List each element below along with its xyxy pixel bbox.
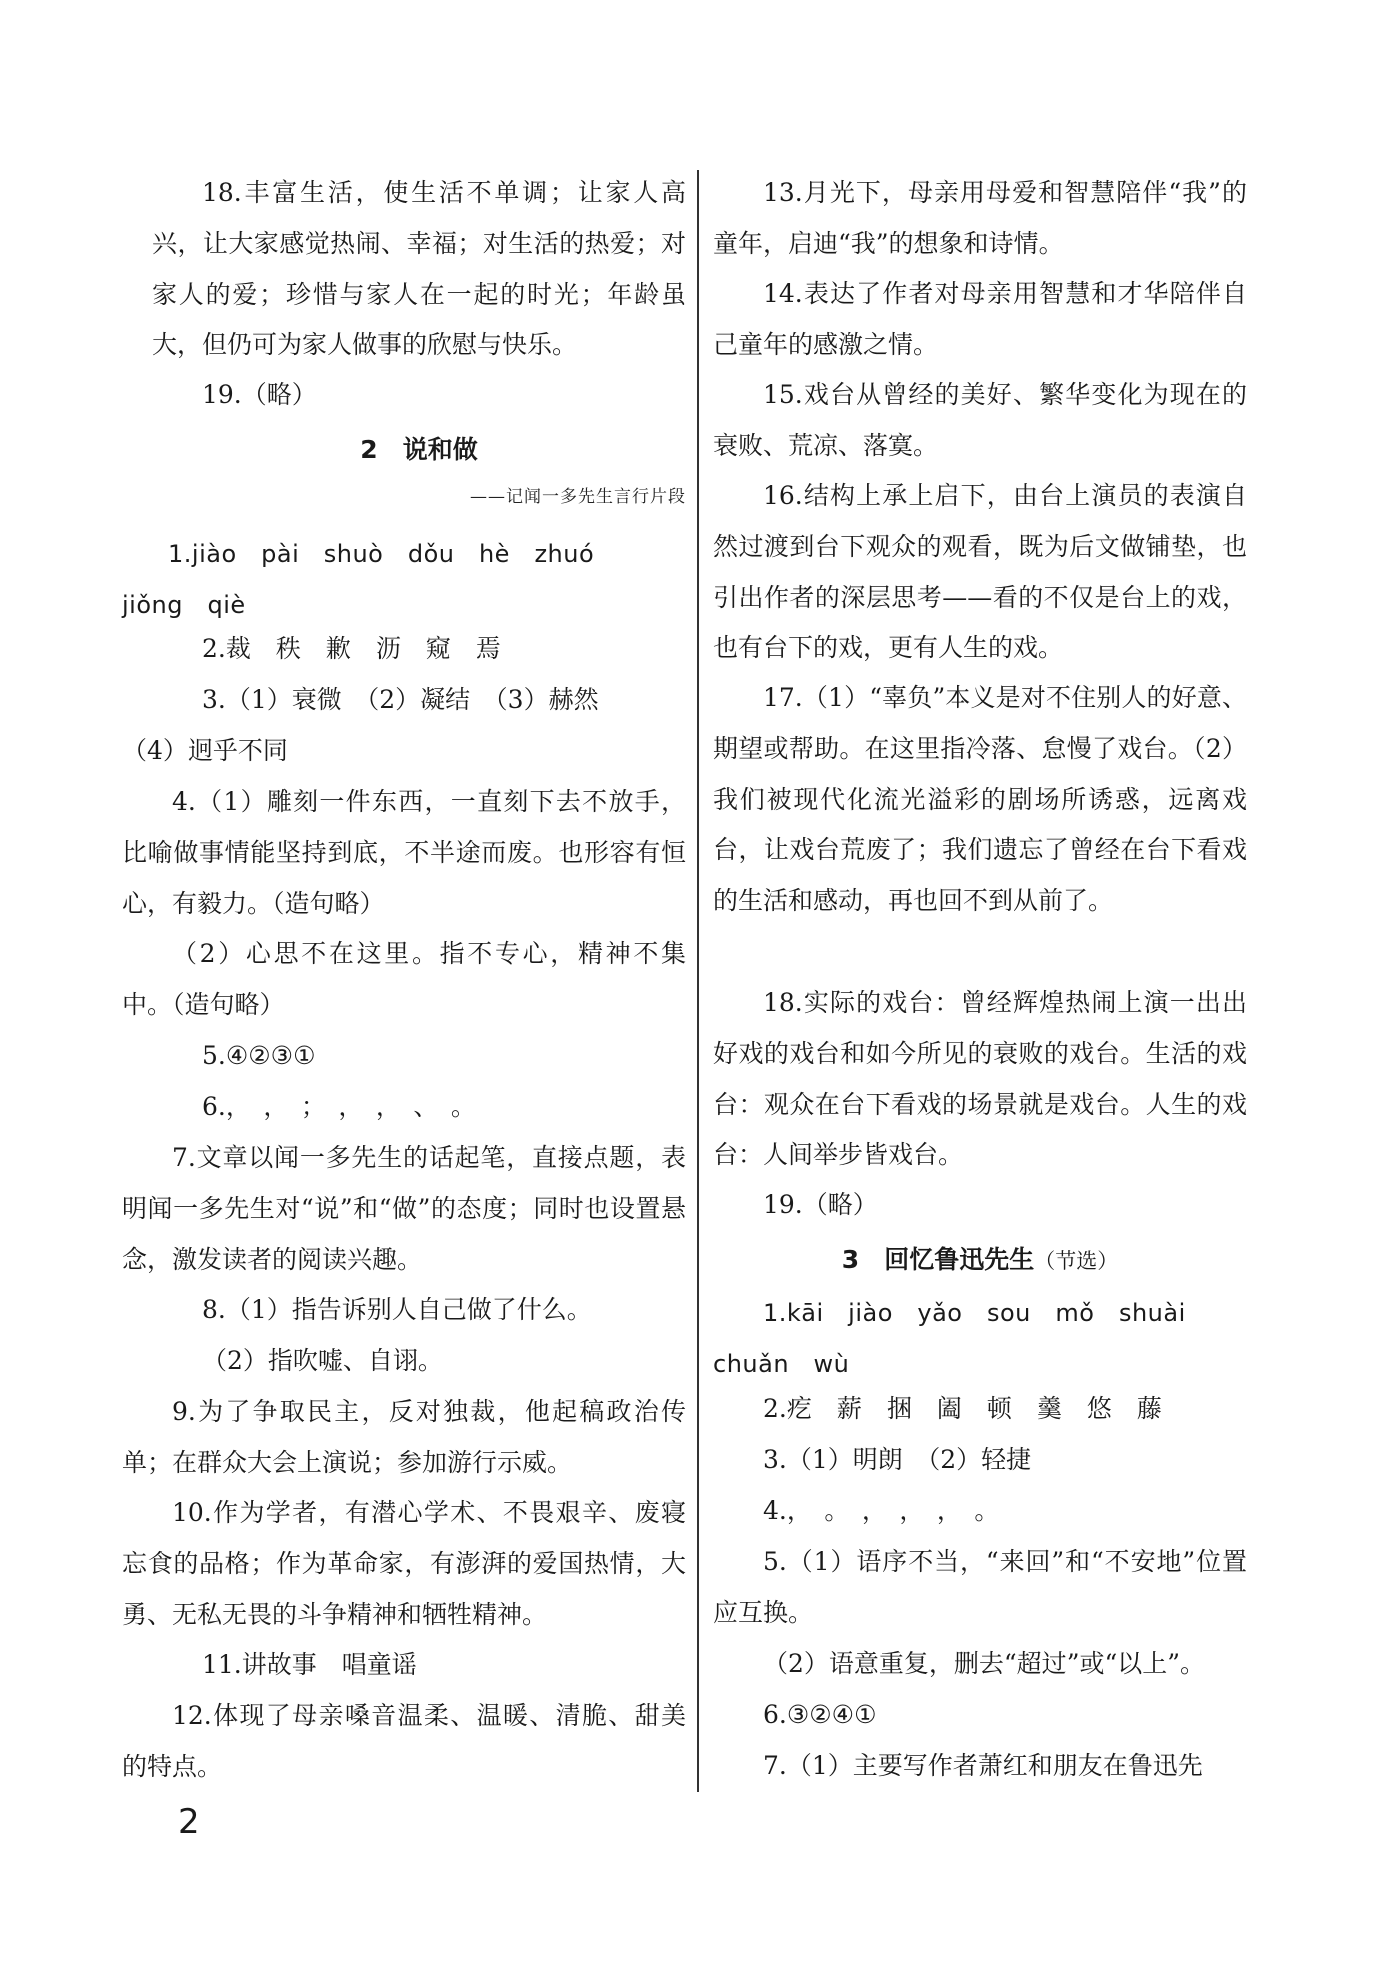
section-3-title-text: 3 回忆鲁迅先生 bbox=[841, 1245, 1035, 1274]
section-3-title bbox=[713, 1240, 1247, 1276]
section-2-title: 2 说和做 bbox=[360, 435, 478, 464]
answer-8-2: （2）指吹嘘、自诩。 bbox=[202, 1346, 443, 1375]
answer-17: 17.（1）“辜负”本义是对不住别人的好意、期望或帮助。在这里指冷落、怠慢了戏台。（2）我们被现代化流光溢彩的剧场所诱惑，远离戏台，让戏台荒废了；我们遗忘了曾经在台下看戏的生活和感动，再也回不到从前了。 bbox=[713, 683, 1247, 916]
column-divider bbox=[697, 170, 699, 1792]
answer-14: 14.表达了作者对母亲用智慧和才华陪伴自己童年的感激之情。 bbox=[713, 279, 1247, 359]
answer-18: 18.丰富生活，使生活不单调；让家人高兴，让大家感觉热闹、幸福；对生活的热爱；对家人的爱；珍惜与家人在一起的时光；年龄虽大，但仍可为家人做事的欣慰与快乐。 bbox=[152, 178, 686, 360]
answer-1-pinyin-cont: jiǒng qiè bbox=[122, 591, 246, 619]
answer-6: 6.， ， ； ， ， 、 。 bbox=[202, 1092, 476, 1121]
answer-16: 16.结构上承上启下，由台上演员的表演自然过渡到台下观众的观看，既为后文做铺垫，也引出作者的深层思考——看的不仅是台上的戏，也有台下的戏，更有人生的戏。 bbox=[713, 481, 1247, 663]
answer-7-right: 7.（1）主要写作者萧红和朋友在鲁迅先 bbox=[763, 1751, 1203, 1780]
answer-7: 7.文章以闻一多先生的话起笔，直接点题，表明闻一多先生对“说”和“做”的态度；同时也设置悬念，激发读者的阅读兴趣。 bbox=[122, 1143, 686, 1274]
answer-2-right: 2.疙 薪 捆 阖 顿 羹 悠 藤 bbox=[763, 1394, 1162, 1423]
answer-4-2: （2）心思不在这里。指不专心，精神不集中。（造句略） bbox=[122, 939, 686, 1019]
answer-5-2-right: （2）语意重复，删去“超过”或“以上”。 bbox=[763, 1649, 1206, 1678]
answer-19-right: 19.（略） bbox=[763, 1190, 878, 1219]
page-number: 2 bbox=[178, 1802, 200, 1842]
answer-10: 10.作为学者，有潜心学术、不畏艰辛、废寝忘食的品格；作为革命家，有澎湃的爱国热情，大勇、无私无畏的斗争精神和牺牲精神。 bbox=[122, 1498, 686, 1629]
answer-13: 13.月光下，母亲用母爱和智慧陪伴“我”的童年，启迪“我”的想象和诗情。 bbox=[713, 178, 1247, 258]
answer-4-right: 4.， 。 ， ， ， 。 bbox=[763, 1496, 1000, 1525]
answer-6-right: 6.③②④① bbox=[763, 1700, 877, 1729]
answer-11: 11.讲故事 唱童谣 bbox=[202, 1650, 417, 1679]
section-2-byline: ——记闻一多先生言行片段 bbox=[470, 487, 686, 507]
answer-15: 15.戏台从曾经的美好、繁华变化为现在的衰败、荒凉、落寞。 bbox=[713, 380, 1247, 460]
answer-9: 9.为了争取民主，反对独裁，他起稿政治传单；在群众大会上演说；参加游行示威。 bbox=[122, 1397, 686, 1477]
answer-1-pinyin-right: 1.kāi jiào yǎo sou mǒ shuài bbox=[763, 1299, 1186, 1327]
answer-18-right: 18.实际的戏台：曾经辉煌热闹上演一出出好戏的戏台和如今所见的衰败的戏台。生活的戏台：观众在台下看戏的场景就是戏台。人生的戏台：人间举步皆戏台。 bbox=[713, 988, 1247, 1170]
answer-8-1: 8.（1）指告诉别人自己做了什么。 bbox=[202, 1295, 592, 1324]
answer-1-pinyin: 1.jiào pài shuò dǒu hè zhuó bbox=[168, 540, 595, 568]
answer-3-cont: （4）迥乎不同 bbox=[122, 736, 288, 765]
answer-1-pinyin-right-cont: chuǎn wù bbox=[713, 1350, 850, 1378]
answer-5: 5.④②③① bbox=[202, 1041, 316, 1070]
answer-3-right: 3.（1）明朗 （2）轻捷 bbox=[763, 1445, 1032, 1474]
answer-4-1: 4.（1）雕刻一件东西，一直刻下去不放手，比喻做事情能坚持到底，不半途而废。也形容有恒心，有毅力。（造句略） bbox=[122, 787, 686, 918]
section-3-subtitle: （节选） bbox=[1034, 1249, 1119, 1273]
answer-5-1-right: 5.（1）语序不当，“来回”和“不安地”位置应互换。 bbox=[713, 1547, 1247, 1627]
answer-12: 12.体现了母亲嗓音温柔、温暖、清脆、甜美的特点。 bbox=[122, 1701, 686, 1781]
answer-19: 19.（略） bbox=[202, 380, 317, 409]
answer-2: 2.裁 秩 歉 沥 窥 焉 bbox=[202, 634, 501, 663]
answer-3: 3.（1）衰微 （2）凝结 （3）赫然 bbox=[202, 685, 599, 714]
